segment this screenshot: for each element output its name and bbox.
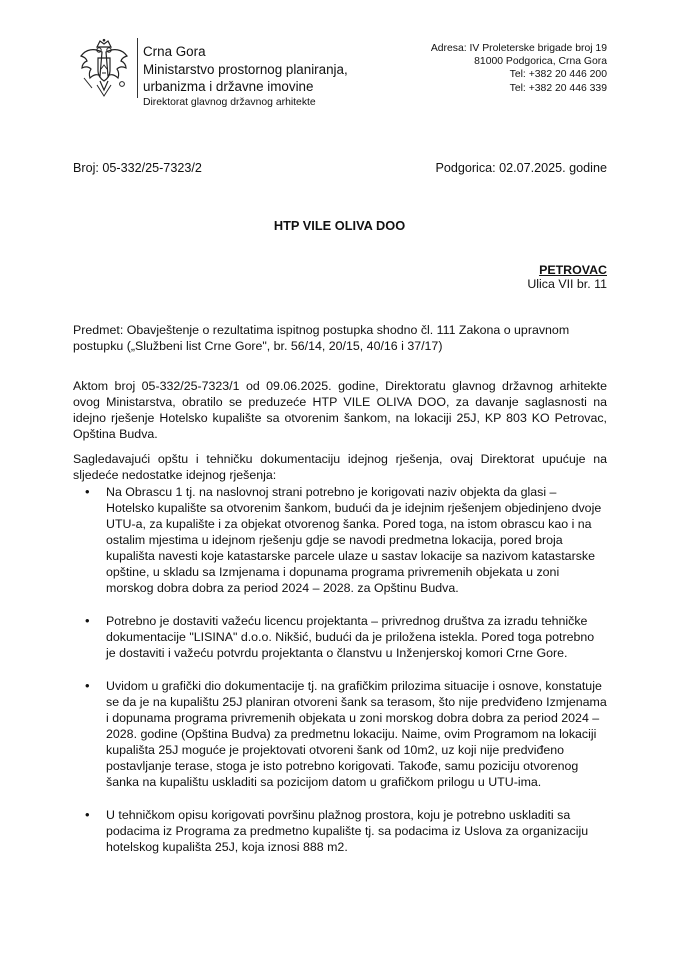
deficiency-list: [73, 484, 607, 872]
list-item: • Na Obrascu 1 tj. na naslovnoj strani potrebno je korigovati naziv objekta da glasi – Hotelsko kupalište sa otvorenim šankom, budući da je idejnim rješenjem objedinjeno dvoje UTU-a, za kupalište i za objekat otvorenog šanka. Pored toga, na istom obrascu kao i na ostalim mjestima u idejnom rješenju gdje se navodi predmetna lokacija, pored broja kupališta navesti koje katastarske parcele ulaze u sastav lokacije sa nazivom katastarske opštine, u skladu sa Izmjenama i dopunama programa privremenih objekata u zoni morskog dobra dobra za period 2024 – 2028. za Opštinu Budva.: [73, 484, 607, 596]
address-phone-2: Tel: +382 20 446 339: [509, 82, 607, 94]
org-country: Crna Gora: [143, 44, 206, 59]
list-item: • Potrebno je dostaviti važeću licencu projektanta – privrednog društva za izradu tehničke dokumentacije "LISINA" d.o.o. Nikšić, budući da je priložena istekla. Pored toga potrebno je dostaviti i važeću potvrdu projektanta o članstvu u Inženjerskoj komori Crne Gore.: [73, 613, 607, 661]
list-item: • Uvidom u grafički dio dokumentacije tj. na grafičkim prilozima situacije i osnove, konstatuje se da je na kupalištu 25J planiran otvoreni šank sa terasom, što nije predviđeno Izmjenama i dopunama programa privremenih objekata u zoni morskog dobra dobra za period 2024 – 2028. godine (Opština Budva) za predmetnu lokaciju. Naime, ovim Programom na lokaciji kupališta 25J moguće je projektovati otvoreni šank od 10m2, uz koji nije predviđeno postavljanje terase, stoga je isto potrebno korigovati. Takođe, samu poziciju otvorenog šanka na kupalištu uskladiti sa pozicijom datom u grafičkom prilogu u UTU-ima.: [73, 678, 607, 790]
recipient-name: HTP VILE OLIVA DOO: [273, 218, 406, 233]
org-ministry: Ministarstvo prostornog planiranja,: [143, 61, 348, 77]
coat-of-arms-icon: [78, 38, 130, 100]
list-item: • U tehničkom opisu korigovati površinu plažnog prostora, koju je potrebno uskladiti sa podacima iz Programa za predmetno kupalište tj. sa podacima iz Uslova za organizaciju hotelskog kupališta 25J, koja iznosi 888 m2.: [73, 807, 607, 855]
address-phone-1: Tel: +382 20 446 200: [509, 69, 607, 81]
org-directorate: Direktorat glavnog državnog arhitekte: [143, 96, 316, 108]
address-street: Adresa: IV Proleterske brigade broj 19: [430, 43, 607, 54]
recipient-street: Ulica VII br. 11: [527, 277, 607, 291]
document-date: Podgorica: 02.07.2025. godine: [435, 161, 607, 175]
address-city: 81000 Podgorica, Crna Gora: [474, 56, 607, 68]
intro-paragraph: Aktom broj 05-332/25-7323/1 od 09.06.2025. godine, Direktoratu glavnog državnog arhitekte ovog Ministarstva, obratilo se preduzeće HTP VILE OLIVA DOO, za davanje saglasnosti na idejno rješenje Hotelsko kupalište sa otvorenim šankom, na lokaciji 25J, KP 803 KO Petrovac, Opština Budva.: [73, 379, 607, 441]
org-ministry-cont: urbanizma i državne imovine: [143, 79, 314, 94]
subject-line: Predmet: Obavještenje o rezultatima ispitnog postupka shodno čl. 111 Zakona o upravnom postupku („Službeni list Crne Gore", br. 56/14, 20/15, 40/16 i 37/17): [73, 323, 570, 353]
reference-number: Broj: 05-332/25-7323/2: [73, 161, 202, 175]
header-divider: [137, 38, 138, 98]
address-block: [347, 42, 607, 95]
recipient-city: PETROVAC: [539, 263, 607, 277]
lead-paragraph: Sagledavajući opštu i tehničku dokumentaciju idejnog rješenja, ovaj Direktorat upućuje na sljedeće nedostatke idejnog rješenja:: [73, 452, 607, 482]
